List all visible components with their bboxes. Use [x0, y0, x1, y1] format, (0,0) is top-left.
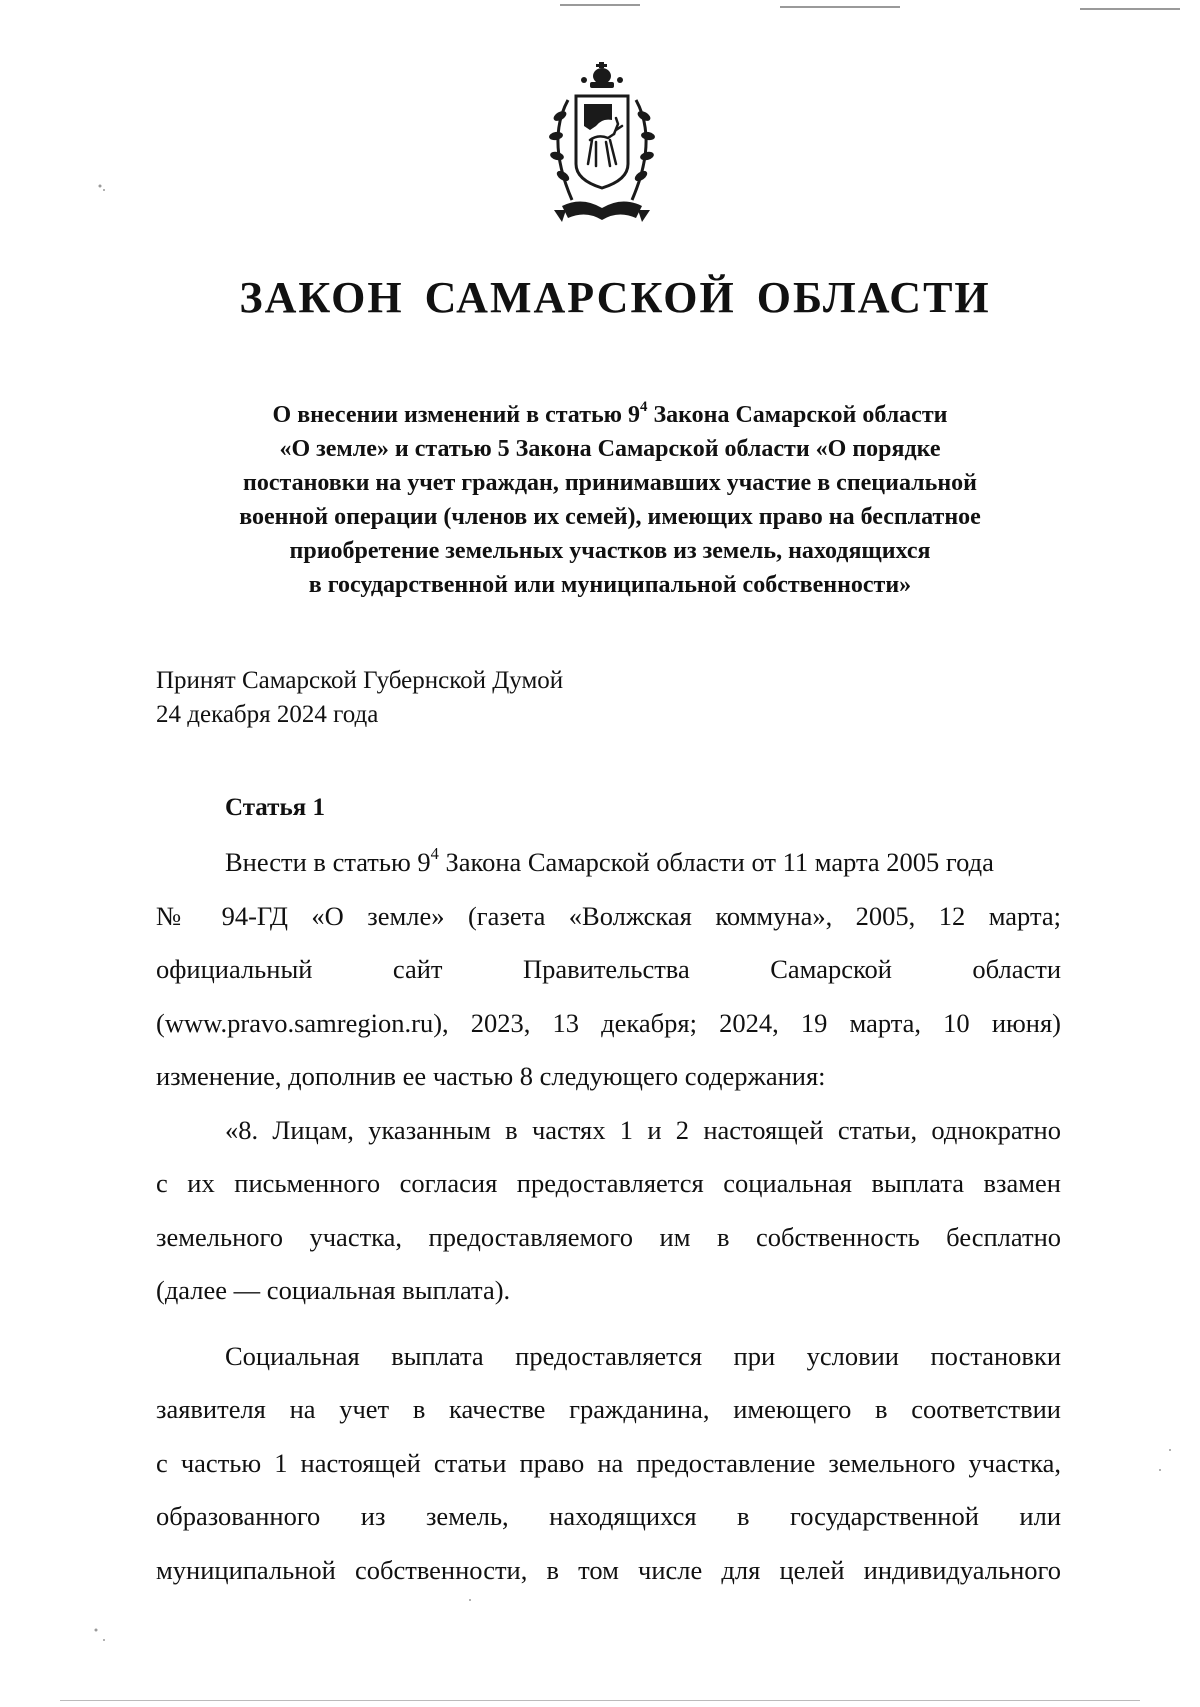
paragraph-2-line-1: «8. Лицам, указанным в частях 1 и 2 настоящей статьи, однократно [225, 1114, 1061, 1145]
superscript: 4 [640, 398, 648, 415]
adoption-date: 24 декабря 2024 года [156, 701, 379, 728]
paragraph-2-line-2: с их письменного согласия предоставляется социальная выплата взамен [156, 1168, 1061, 1198]
adoption-info [156, 664, 756, 732]
paragraph-1-line-1: Внести в статью $9^4$ Закона Самарской области от 11 марта 2005 года [225, 843, 994, 877]
law-title-line-1: О внесении изменений в статью $9^4$ Закона Самарской области [272, 398, 948, 428]
coat-of-arms-icon [532, 60, 682, 240]
paragraph-1-line-2: № 94-ГД «О земле» (газета «Волжская коммуна», 2005, 12 марта; [156, 900, 1061, 931]
law-title-line-2: «О земле» и статью 5 Закона Самарской области «О порядке [279, 436, 941, 462]
paragraph-3-line-1: Социальная выплата предоставляется при условии постановки [225, 1340, 1061, 1371]
law-title-line-4: военной операции (членов их семей), имеющих право на бесплатное [239, 504, 981, 530]
paragraph-1-line-5: изменение, дополнив ее частью 8 следующего содержания: [156, 1061, 826, 1091]
law-title-line-6: в государственной или муниципальной собственности» [308, 572, 912, 598]
law-title [140, 398, 1080, 602]
paragraph-1-line-3: официальный сайт Правительства Самарской области [156, 954, 1061, 984]
law-title-line-5: приобретение земельных участков из земель, находящихся [289, 538, 931, 564]
adopted-by: Принят Самарской Губернской Думой [156, 667, 564, 694]
paragraph-3-line-5: муниципальной собственности, в том числе для целей индивидуального [156, 1554, 1061, 1585]
paragraph-1-line-4: (www.pravo.samregion.ru), 2023, 13 декабря; 2024, 19 марта, 10 июня) [156, 1007, 1061, 1038]
law-title-line-3: постановки на учет граждан, принимавших участие в специальной [243, 470, 977, 496]
article-body [156, 836, 1061, 1597]
paragraph-2-line-3: земельного участка, предоставляемого им в собственность бесплатно [156, 1221, 1061, 1252]
paragraph-3-line-4: образованного из земель, находящихся в государственной или [156, 1501, 1061, 1531]
article-heading: Статья 1 [225, 794, 325, 821]
paragraph-3-line-2: заявителя на учет в качестве гражданина, имеющего в соответствии [156, 1394, 1061, 1424]
paragraph-2-line-4: (далее — социальная выплата). [156, 1275, 511, 1305]
paragraph-3-line-3: с частью 1 настоящей статьи право на предоставление земельного участка, [156, 1447, 1061, 1478]
superscript: 4 [430, 843, 439, 863]
document-type-title: ЗАКОН САМАРСКОЙ ОБЛАСТИ [239, 273, 991, 322]
